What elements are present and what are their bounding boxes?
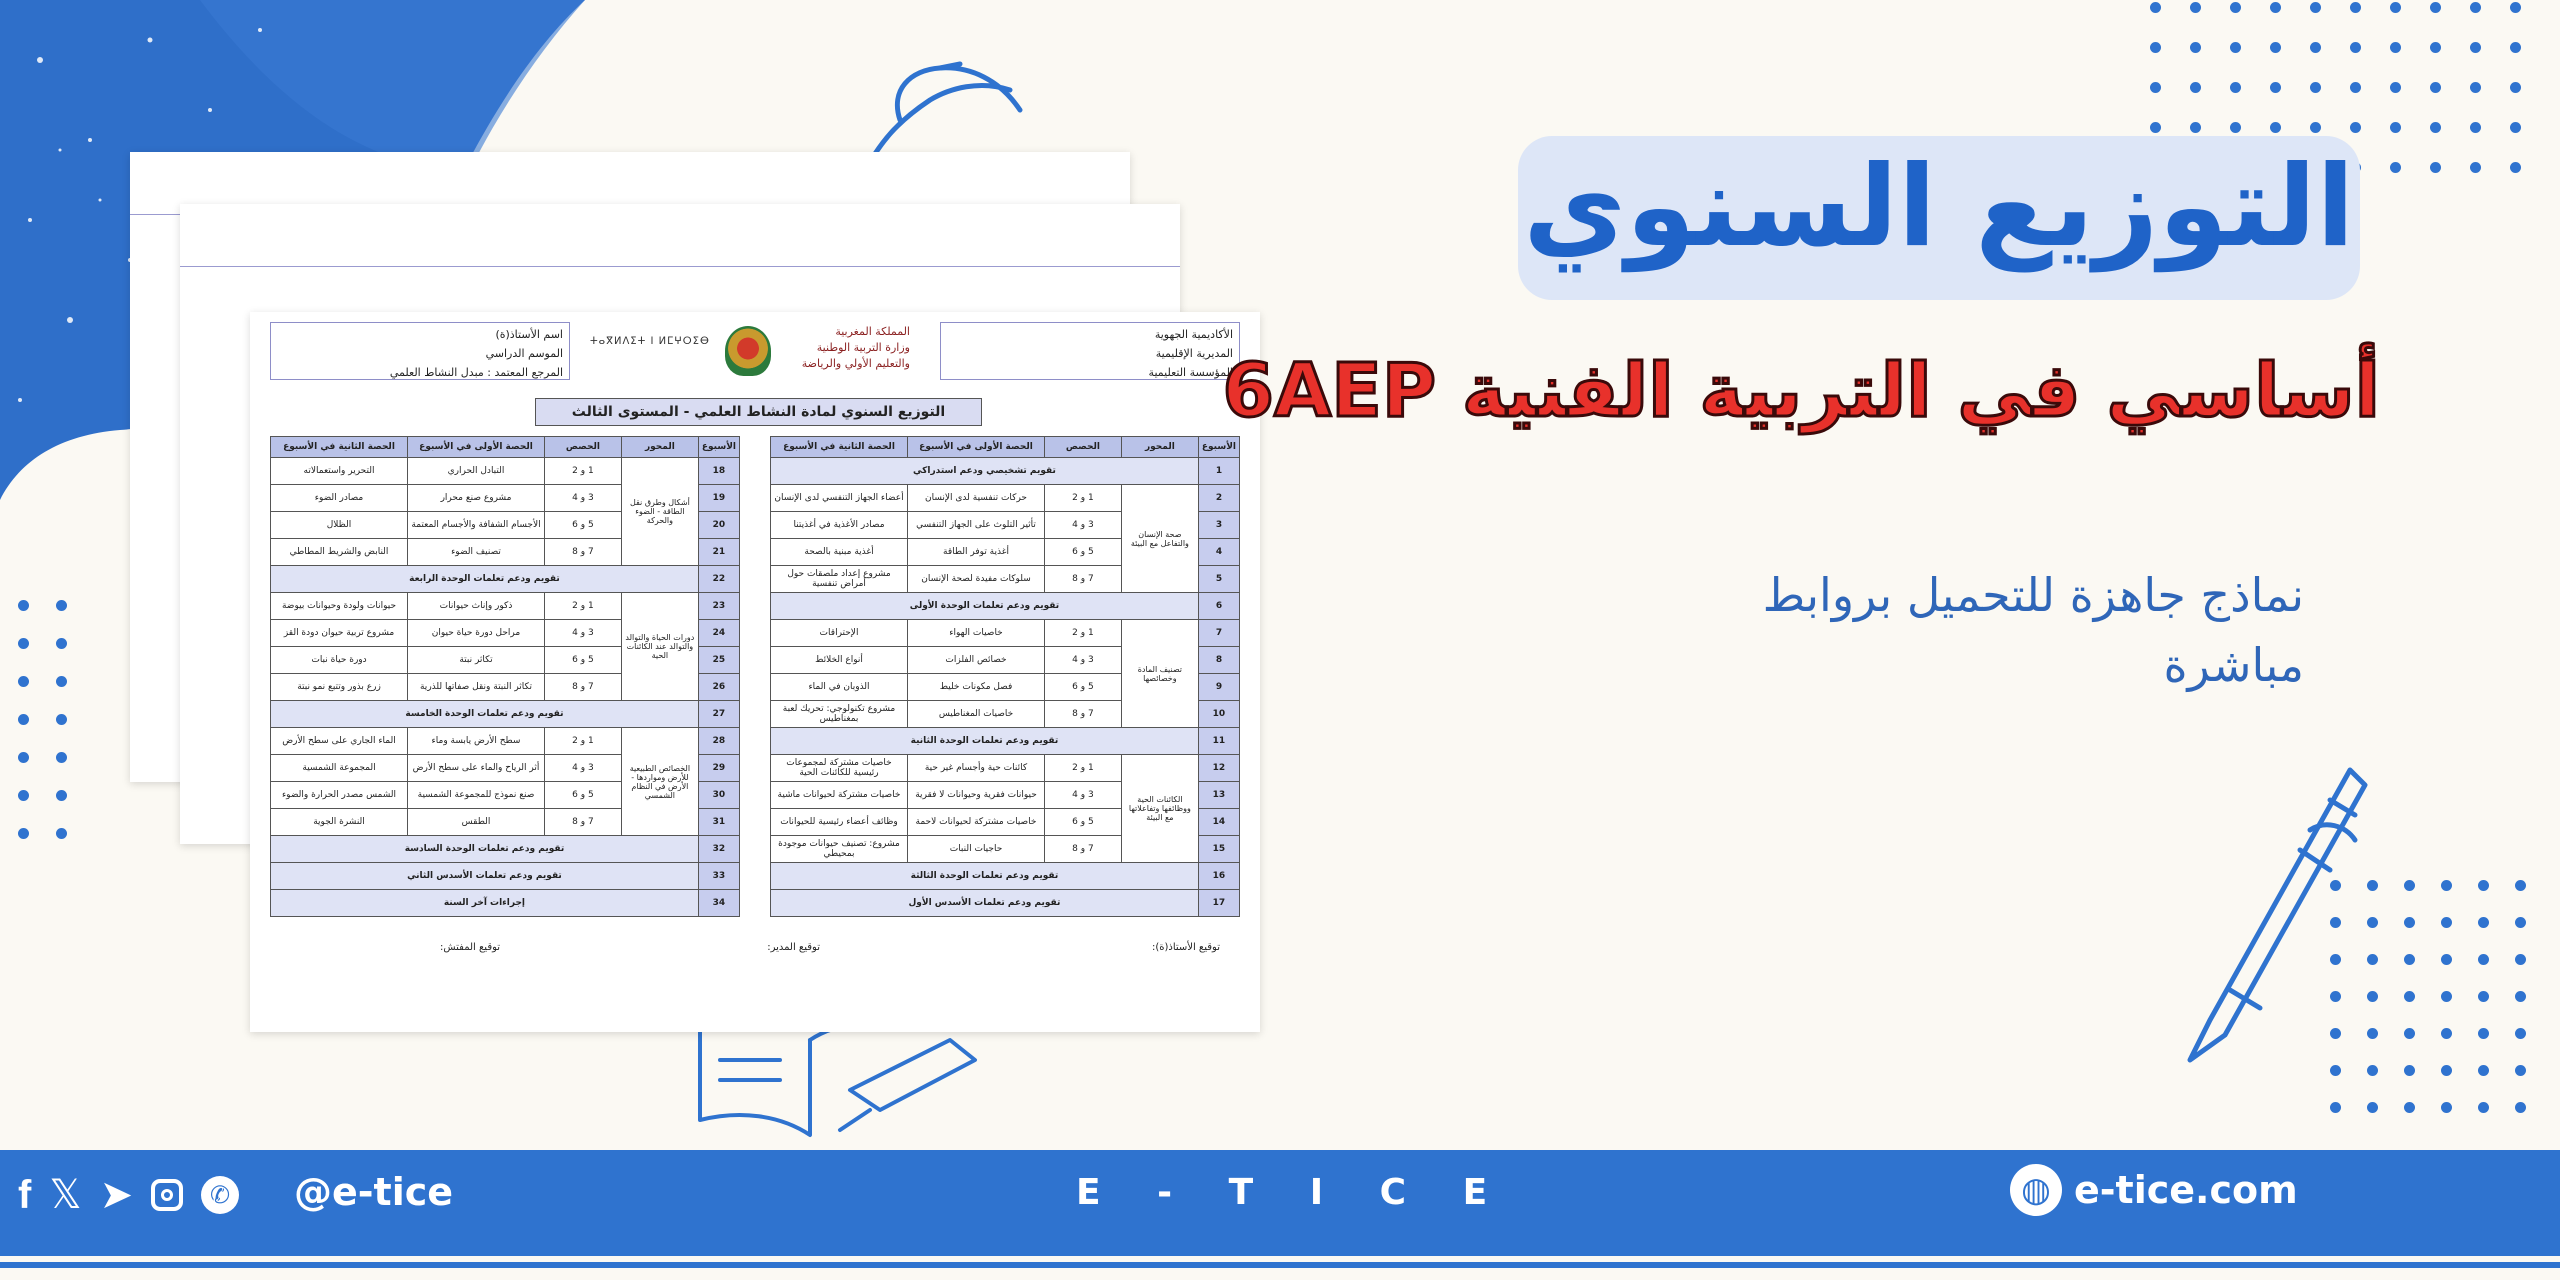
dot — [2230, 2, 2241, 13]
session-one-cell: مراحل دورة حياة حيوان — [408, 620, 545, 647]
axis-cell: صحة الإنسان والتفاعل مع البيئة — [1121, 485, 1198, 593]
dot — [2350, 82, 2361, 93]
sessions-cell: 5 و 6 — [545, 782, 622, 809]
dot — [2310, 42, 2321, 53]
dot — [2350, 2, 2361, 13]
table-row — [771, 890, 1240, 917]
dot — [2515, 1102, 2526, 1113]
table-header-cell: المحور — [621, 437, 698, 458]
session-two-cell: النشرة الجوية — [271, 809, 408, 836]
sessions-cell: 7 و 8 — [1045, 701, 1122, 728]
session-one-cell: أثر الرياح والماء على سطح الأرض — [408, 755, 545, 782]
ministry-line: المملكة المغربية — [835, 325, 910, 338]
dot — [2270, 42, 2281, 53]
session-one-cell: صنع نموذج للمجموعة الشمسية — [408, 782, 545, 809]
sessions-cell: 5 و 6 — [545, 647, 622, 674]
session-one-cell: خاصيات المغناطيس — [908, 701, 1045, 728]
week-number: 5 — [1198, 566, 1239, 593]
session-one-cell: حاجيات النبات — [908, 836, 1045, 863]
session-two-cell: وظائف أعضاء رئيسية للحيوانات — [771, 809, 908, 836]
dot — [56, 752, 67, 763]
week-number: 24 — [698, 620, 739, 647]
session-one-cell: التبادل الحراري — [408, 458, 545, 485]
dot — [2441, 1065, 2452, 1076]
sessions-cell: 5 و 6 — [1045, 809, 1122, 836]
axis-cell: دورات الحياة والتوالد والتوالد عند الكائنات الحية — [621, 593, 698, 701]
dot-pattern-left — [18, 600, 78, 880]
week-number: 2 — [1198, 485, 1239, 512]
table-row — [771, 620, 1240, 647]
table-row — [771, 593, 1240, 620]
sessions-cell: 7 و 8 — [545, 539, 622, 566]
session-two-cell: دورة حياة نبات — [271, 647, 408, 674]
dot — [2441, 1102, 2452, 1113]
dot — [18, 600, 29, 611]
dot — [2510, 42, 2521, 53]
dot — [2330, 1102, 2341, 1113]
session-two-cell: أنواع الخلائط — [771, 647, 908, 674]
dot — [18, 638, 29, 649]
header-teacher-box: اسم الأستاذ(ة) الموسم الدراسي المرجع المعتمد : مبدل النشاط العلمي — [270, 322, 570, 380]
session-two-cell: التحرير واستعمالاته — [271, 458, 408, 485]
week-number: 13 — [1198, 782, 1239, 809]
week-number: 33 — [698, 863, 739, 890]
ministry-logo: المملكة المغربية وزارة التربية الوطنية والتعليم الأولي والرياضة ⵜⴰⴳⵍⴷⵉⵜ ⵏ ⵍⵎⵖⵔⵉⴱ — [590, 320, 910, 382]
document-title: التوزيع السنوي لمادة النشاط العلمي - المستوى الثالث — [535, 398, 982, 426]
sessions-cell: 5 و 6 — [1045, 539, 1122, 566]
dot — [2510, 2, 2521, 13]
schedule-table-semester-1 — [770, 436, 1240, 917]
session-two-cell: خاصيات مشتركة لمجموعات رئيسية للكائنات الحية — [771, 755, 908, 782]
dot — [2441, 917, 2452, 928]
table-row — [271, 890, 740, 917]
sessions-cell: 5 و 6 — [545, 512, 622, 539]
table-row — [771, 728, 1240, 755]
sessions-cell: 1 و 2 — [1045, 485, 1122, 512]
week-number: 9 — [1198, 674, 1239, 701]
facebook-icon[interactable]: f — [18, 1172, 32, 1217]
dot — [2515, 917, 2526, 928]
session-two-cell: الماء الجاري على سطح الأرض — [271, 728, 408, 755]
signature-teacher: توقيع الأستاذ(ة): — [1151, 942, 1220, 953]
dot — [2478, 954, 2489, 965]
dot — [2430, 2, 2441, 13]
ministry-line: والتعليم الأولي والرياضة — [801, 357, 910, 370]
dot — [2470, 2, 2481, 13]
session-one-cell: تكاثر النبتة ونقل صفاتها للذرية — [408, 674, 545, 701]
header-field: الموسم الدراسي — [485, 347, 563, 360]
dot — [56, 676, 67, 687]
table-header-cell: الأسبوع — [1198, 437, 1239, 458]
week-number: 16 — [1198, 863, 1239, 890]
week-number: 30 — [698, 782, 739, 809]
dot — [2470, 122, 2481, 133]
table-row — [271, 863, 740, 890]
dot — [2510, 162, 2521, 173]
evaluation-cell: تقويم ودعم تعلمات الوحدة الثالثة — [771, 863, 1199, 890]
dot — [2404, 917, 2415, 928]
dot — [2510, 122, 2521, 133]
sessions-cell: 3 و 4 — [1045, 512, 1122, 539]
week-number: 3 — [1198, 512, 1239, 539]
session-two-cell: مصادر الأغذية في أغذيتنا — [771, 512, 908, 539]
week-number: 20 — [698, 512, 739, 539]
dot — [2150, 82, 2161, 93]
instagram-icon[interactable] — [151, 1179, 183, 1211]
header-field: المؤسسة التعليمية — [1148, 366, 1233, 379]
dot — [2190, 42, 2201, 53]
sessions-cell: 3 و 4 — [545, 485, 622, 512]
session-one-cell: خاصيات الهواء — [908, 620, 1045, 647]
whatsapp-icon[interactable]: ✆ — [201, 1176, 239, 1214]
header-field: مبدل النشاط العلمي — [389, 366, 484, 379]
brand-name: E - T I C E — [1076, 1172, 1510, 1213]
session-two-cell: أعضاء الجهاز التنفسي لدى الإنسان — [771, 485, 908, 512]
session-one-cell: الأجسام الشفافة والأجسام المعتمة — [408, 512, 545, 539]
dot — [56, 638, 67, 649]
session-one-cell: سلوكات مفيدة لصحة الإنسان — [908, 566, 1045, 593]
emblem-icon — [725, 326, 771, 376]
week-number: 1 — [1198, 458, 1239, 485]
session-one-cell: تصنيف الضوء — [408, 539, 545, 566]
session-two-cell: مشروع تكنولوجي: تحريك لعبة بمغناطيس — [771, 701, 908, 728]
sessions-cell: 7 و 8 — [545, 674, 622, 701]
evaluation-cell: تقويم ودعم تعلمات الوحدة الرابعة — [271, 566, 699, 593]
week-number: 19 — [698, 485, 739, 512]
dot — [2404, 1065, 2415, 1076]
session-one-cell: سطح الأرض يابسة وماء — [408, 728, 545, 755]
dot — [2470, 82, 2481, 93]
session-one-cell: مشروع صنع محرار — [408, 485, 545, 512]
week-number: 32 — [698, 836, 739, 863]
dot — [2310, 82, 2321, 93]
schedule-table-semester-2 — [270, 436, 740, 917]
session-two-cell: الشمس مصدر الحرارة والضوء — [271, 782, 408, 809]
session-two-cell: مشروع إعداد ملصقات حول أمراض تنفسية — [771, 566, 908, 593]
week-number: 34 — [698, 890, 739, 917]
session-two-cell: الذوبان في الماء — [771, 674, 908, 701]
dot — [2470, 162, 2481, 173]
website-link[interactable] — [2010, 1164, 2298, 1216]
table-row — [271, 836, 740, 863]
dot — [2150, 42, 2161, 53]
dot — [2190, 2, 2201, 13]
table-header-cell: الأسبوع — [698, 437, 739, 458]
dot — [2430, 42, 2441, 53]
dot — [2430, 82, 2441, 93]
dot — [2404, 1028, 2415, 1039]
table-row — [271, 566, 740, 593]
sessions-cell: 7 و 8 — [1045, 836, 1122, 863]
week-number: 29 — [698, 755, 739, 782]
week-number: 4 — [1198, 539, 1239, 566]
evaluation-cell: تقويم تشخيصي ودعم استدراكي — [771, 458, 1199, 485]
telegram-icon[interactable]: ➤ — [99, 1172, 134, 1218]
session-one-cell: فصل مكونات خليط — [908, 674, 1045, 701]
tagline: نماذج جاهزة للتحميل بروابط مباشرة — [1762, 568, 2304, 692]
dot — [56, 714, 67, 725]
week-number: 23 — [698, 593, 739, 620]
table-row — [271, 728, 740, 755]
week-number: 25 — [698, 647, 739, 674]
dot — [2441, 1028, 2452, 1039]
week-number: 7 — [1198, 620, 1239, 647]
sessions-cell: 1 و 2 — [1045, 755, 1122, 782]
sessions-cell: 1 و 2 — [545, 593, 622, 620]
dot — [2478, 917, 2489, 928]
sessions-cell: 7 و 8 — [1045, 566, 1122, 593]
axis-cell: الكائنات الحية ووظائفها وتفاعلاتها مع البيئة — [1121, 755, 1198, 863]
table-row — [771, 863, 1240, 890]
social-handle[interactable]: @e-tice — [294, 1170, 454, 1214]
dot — [2310, 2, 2321, 13]
week-number: 15 — [1198, 836, 1239, 863]
dot — [2478, 1028, 2489, 1039]
globe-icon: ◍ — [2010, 1164, 2062, 1216]
dot — [2150, 2, 2161, 13]
dot — [2390, 122, 2401, 133]
dot — [2404, 880, 2415, 891]
week-number: 12 — [1198, 755, 1239, 782]
sessions-cell: 3 و 4 — [1045, 647, 1122, 674]
dot — [2430, 122, 2441, 133]
session-one-cell: تكاثر نبتة — [408, 647, 545, 674]
dot — [2441, 991, 2452, 1002]
dot — [2404, 954, 2415, 965]
evaluation-cell: تقويم ودعم تعلمات الوحدة الخامسة — [271, 701, 699, 728]
session-one-cell: الطقس — [408, 809, 545, 836]
signature-director: توقيع المدير: — [767, 942, 820, 953]
dot — [56, 790, 67, 801]
session-one-cell: خصائص الفلزات — [908, 647, 1045, 674]
dot — [2230, 42, 2241, 53]
axis-cell: أشكال وطرق نقل الطاقة - الضوء والحركة — [621, 458, 698, 566]
header-academy-box — [940, 322, 1240, 380]
dot — [2441, 880, 2452, 891]
session-one-cell: خاصيات مشتركة لحيوانات لاحمة — [908, 809, 1045, 836]
session-two-cell: الظلال — [271, 512, 408, 539]
table-row — [271, 458, 740, 485]
dot — [2270, 82, 2281, 93]
session-two-cell: أغذية مبنية بالصحة — [771, 539, 908, 566]
page-title: التوزيع السنوي — [1523, 142, 2355, 272]
session-one-cell: تأثير التلوث على الجهاز التنفسي — [908, 512, 1045, 539]
week-number: 21 — [698, 539, 739, 566]
week-number: 14 — [1198, 809, 1239, 836]
dot — [2367, 1102, 2378, 1113]
axis-cell: الخصائص الطبيعية للأرض ومواردها - الأرض في النظام الشمسي — [621, 728, 698, 836]
dot — [2515, 1028, 2526, 1039]
dot — [2390, 162, 2401, 173]
dot — [2404, 1102, 2415, 1113]
session-one-cell: كائنات حية وأجسام غير حية — [908, 755, 1045, 782]
dot — [2390, 2, 2401, 13]
session-two-cell: مشروع: تصنيف حيوانات موجودة بمحيطي — [771, 836, 908, 863]
table-header-cell: الحصص — [545, 437, 622, 458]
dot — [18, 714, 29, 725]
dot — [2478, 1065, 2489, 1076]
session-two-cell: خاصيات مشتركة لحيوانات ماشية — [771, 782, 908, 809]
dot — [2515, 1065, 2526, 1076]
table-row — [771, 485, 1240, 512]
dot — [2350, 42, 2361, 53]
social-icons — [18, 1172, 239, 1218]
session-two-cell: مشروع تربية حيوان دودة القز — [271, 620, 408, 647]
session-one-cell: أغذية توفر الطاقة — [908, 539, 1045, 566]
sessions-cell: 1 و 2 — [545, 728, 622, 755]
session-two-cell: الإحتراقات — [771, 620, 908, 647]
sessions-cell: 3 و 4 — [545, 755, 622, 782]
table-header-cell: الحصة الأولى في الأسبوع — [908, 437, 1045, 458]
table-row — [771, 755, 1240, 782]
dot — [2478, 1102, 2489, 1113]
session-one-cell: حركات تنفسية لدى الإنسان — [908, 485, 1045, 512]
session-two-cell: النابض والشريط المطاطي — [271, 539, 408, 566]
week-number: 27 — [698, 701, 739, 728]
table-header-cell: الحصة الأولى في الأسبوع — [408, 437, 545, 458]
week-number: 22 — [698, 566, 739, 593]
week-number: 17 — [1198, 890, 1239, 917]
dot — [2470, 42, 2481, 53]
footer-line — [0, 1262, 2560, 1268]
evaluation-cell: تقويم ودعم تعلمات الوحدة الثانية — [771, 728, 1199, 755]
book-pen-icon — [690, 1020, 990, 1150]
sessions-cell: 1 و 2 — [545, 458, 622, 485]
dot — [2478, 880, 2489, 891]
dot — [2430, 162, 2441, 173]
session-two-cell: مصادر الضوء — [271, 485, 408, 512]
week-number: 31 — [698, 809, 739, 836]
table-row — [271, 593, 740, 620]
dot — [2390, 42, 2401, 53]
dot — [2478, 991, 2489, 1002]
sessions-cell: 3 و 4 — [1045, 782, 1122, 809]
dot — [18, 676, 29, 687]
evaluation-cell: تقويم ودعم تعلمات الوحدة السادسة — [271, 836, 699, 863]
dot — [18, 752, 29, 763]
dot — [2515, 954, 2526, 965]
dot — [2270, 2, 2281, 13]
header-field: اسم الأستاذ(ة) — [495, 328, 563, 341]
sessions-cell: 7 و 8 — [545, 809, 622, 836]
subtitle: أساسي في التربية الفنية 6AEP — [1222, 348, 2380, 434]
session-two-cell: حيوانات ولودة وحيوانات بيوضة — [271, 593, 408, 620]
table-row — [271, 701, 740, 728]
dot — [2515, 880, 2526, 891]
signature-inspector: توقيع المفتش: — [440, 942, 501, 953]
session-one-cell: حيوانات فقرية وحيوانات لا فقرية — [908, 782, 1045, 809]
sessions-cell: 1 و 2 — [1045, 620, 1122, 647]
dot — [2404, 991, 2415, 1002]
dot — [56, 828, 67, 839]
dot — [2390, 82, 2401, 93]
document-preview — [250, 312, 1260, 1032]
table-row — [771, 458, 1240, 485]
session-two-cell: زرع بذور وتتبع نمو نبتة — [271, 674, 408, 701]
table-header-cell: الحصة الثانية في الأسبوع — [271, 437, 408, 458]
dot — [2441, 954, 2452, 965]
week-number: 26 — [698, 674, 739, 701]
sessions-cell: 3 و 4 — [545, 620, 622, 647]
dot — [2510, 82, 2521, 93]
session-one-cell: ذكور وإناث حيوانات — [408, 593, 545, 620]
dot — [2190, 82, 2201, 93]
week-number: 6 — [1198, 593, 1239, 620]
pen-icon — [2150, 760, 2380, 1080]
table-header-cell: الحصة الثانية في الأسبوع — [771, 437, 908, 458]
week-number: 8 — [1198, 647, 1239, 674]
evaluation-cell: تقويم ودعم تعلمات الأسدس الأول — [771, 890, 1199, 917]
dot — [2515, 991, 2526, 1002]
week-number: 10 — [1198, 701, 1239, 728]
week-number: 11 — [1198, 728, 1239, 755]
table-header-cell: المحور — [1121, 437, 1198, 458]
session-two-cell: المجموعة الشمسية — [271, 755, 408, 782]
dot — [2230, 82, 2241, 93]
evaluation-cell: تقويم ودعم تعلمات الأسدس الثاني — [271, 863, 699, 890]
x-icon[interactable]: 𝕏 — [49, 1172, 82, 1218]
evaluation-cell: إجراءات آخر السنة — [271, 890, 699, 917]
header-field: المديرية الإقليمية — [1155, 347, 1233, 360]
dot — [18, 828, 29, 839]
website-url[interactable]: e-tice.com — [2074, 1168, 2298, 1212]
ministry-line: وزارة التربية الوطنية — [816, 341, 910, 354]
axis-cell: تصنيف المادة وخصائصها — [1121, 620, 1198, 728]
table-header-cell: الحصص — [1045, 437, 1122, 458]
header-field: الأكاديمية الجهوية — [1154, 328, 1233, 341]
sessions-cell: 5 و 6 — [1045, 674, 1122, 701]
dot — [18, 790, 29, 801]
evaluation-cell: تقويم ودعم تعلمات الوحدة الأولى — [771, 593, 1199, 620]
week-number: 28 — [698, 728, 739, 755]
week-number: 18 — [698, 458, 739, 485]
dot — [56, 600, 67, 611]
header-field: المرجع المعتمد — [494, 366, 563, 379]
